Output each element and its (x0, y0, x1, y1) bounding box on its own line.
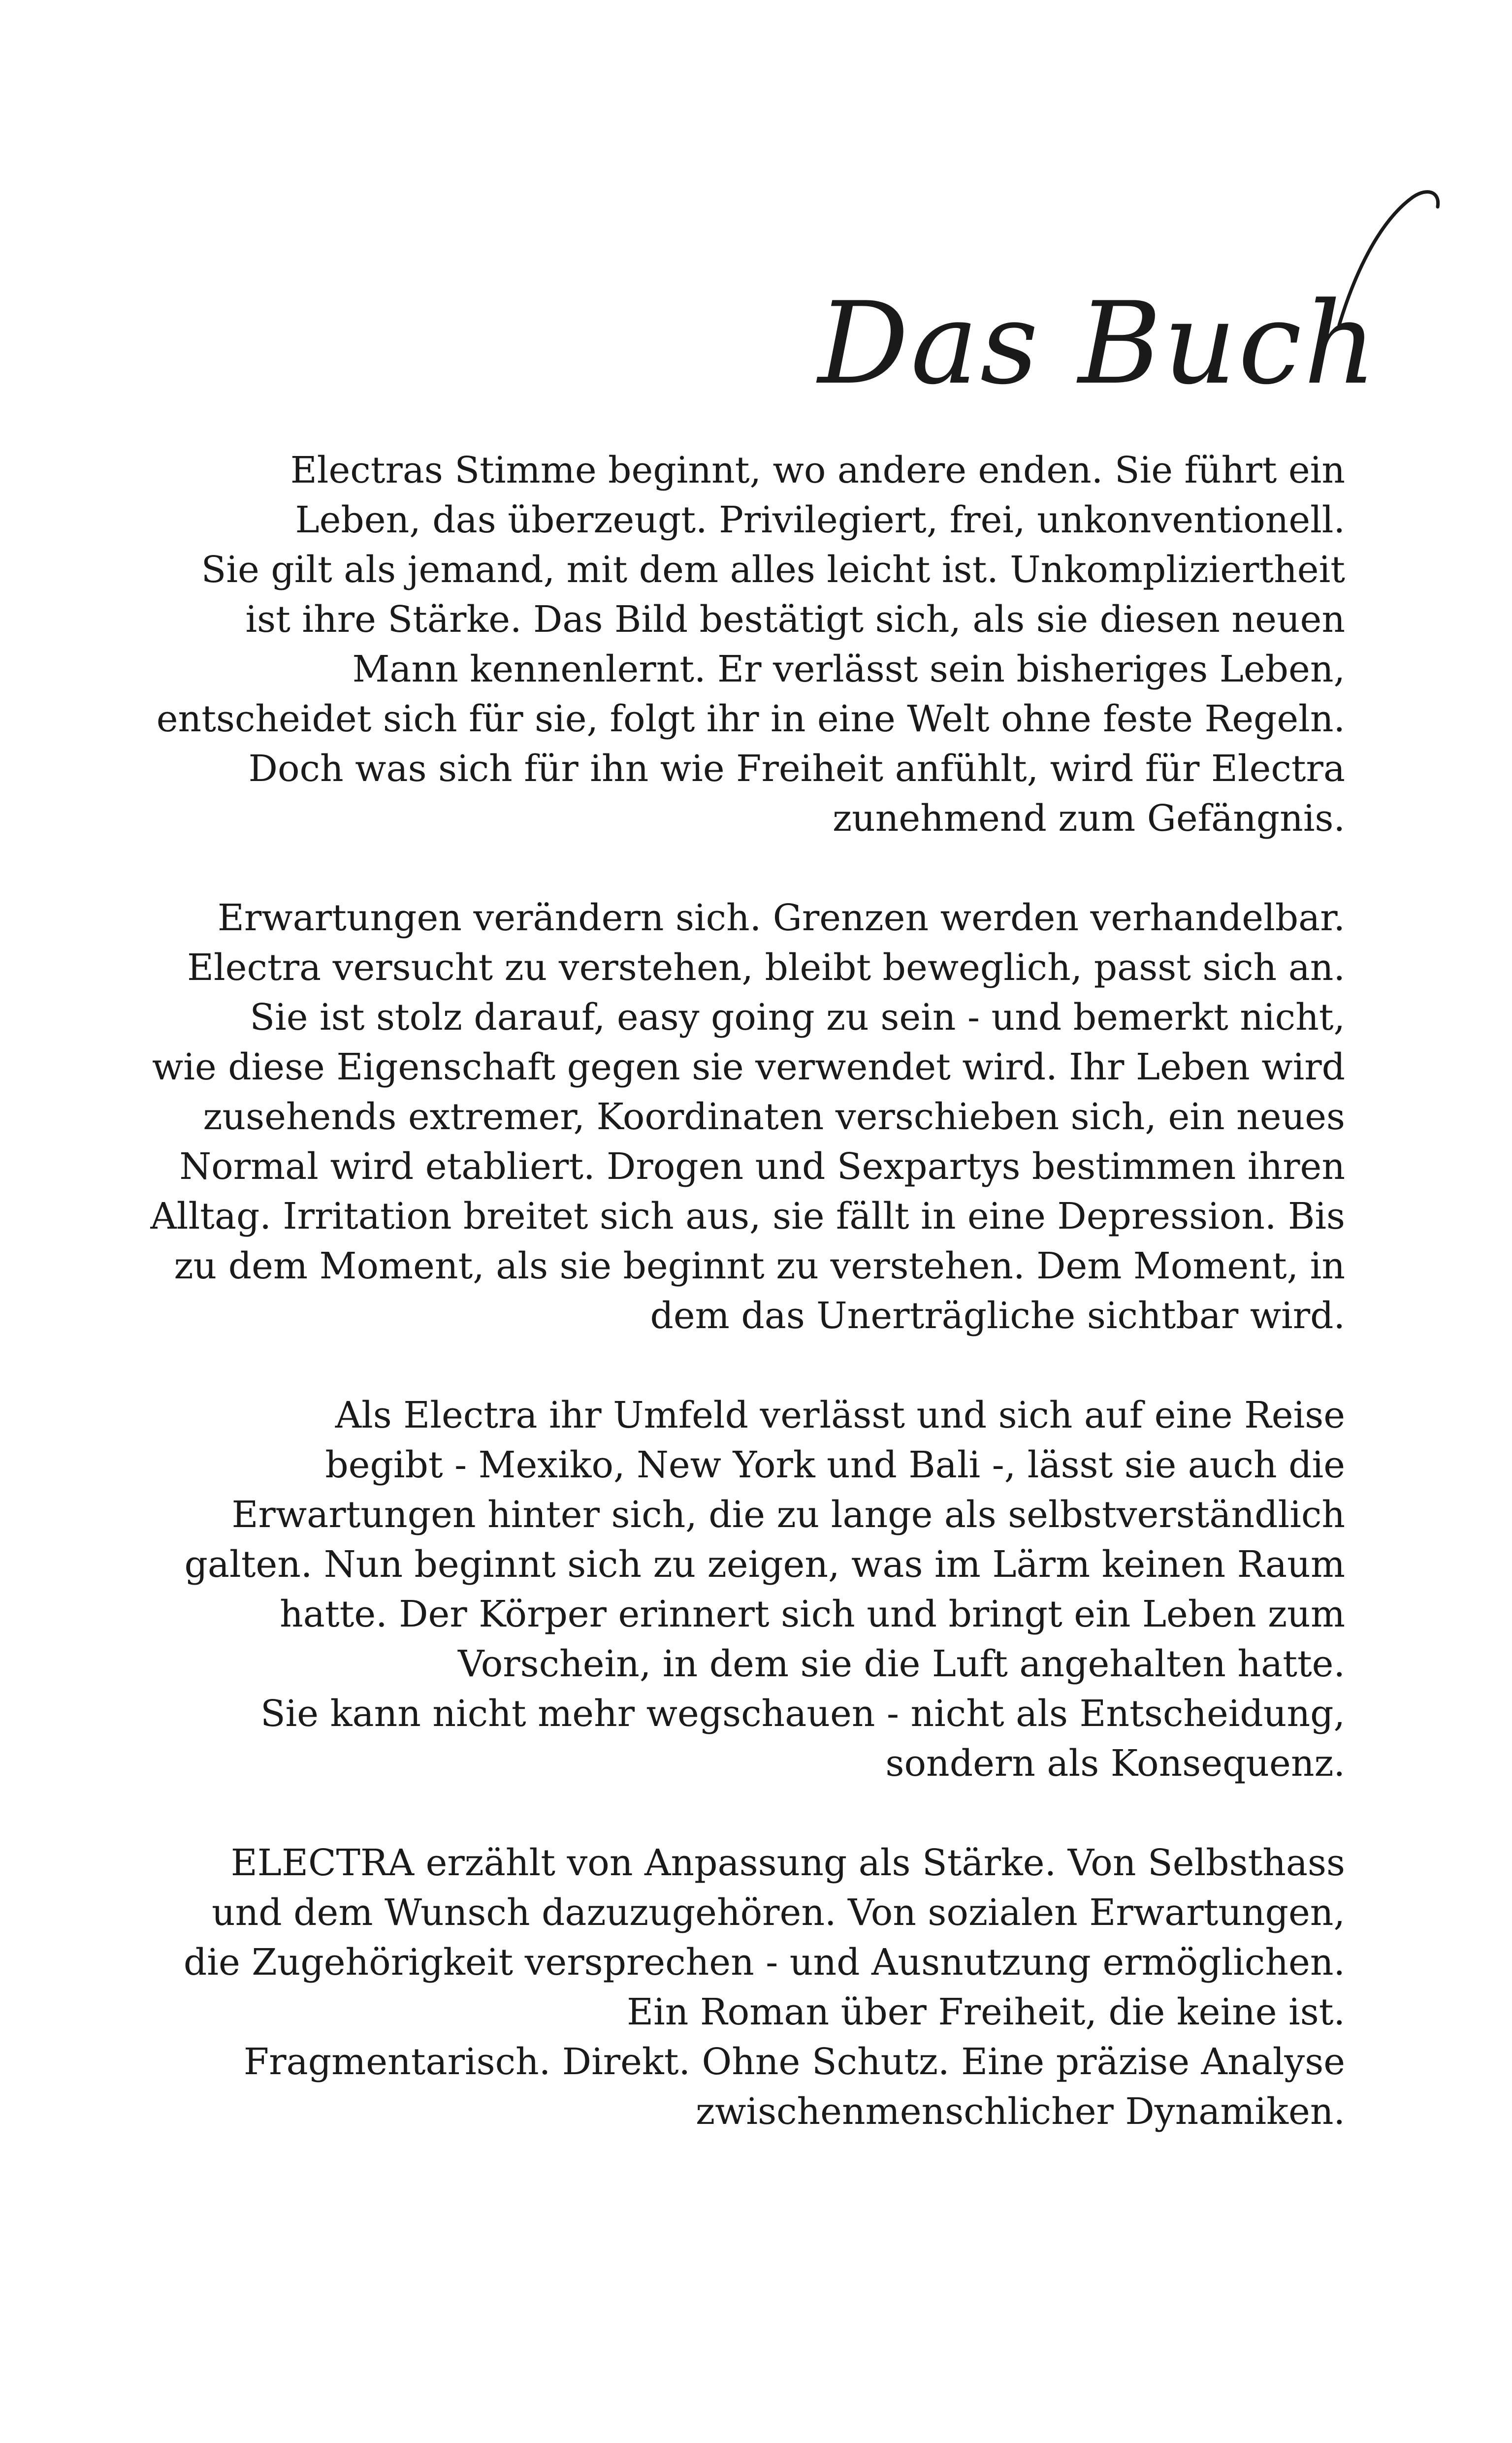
text-line: Fragmentarisch. Direkt. Ohne Schutz. Eine präzise Analyse (243, 2041, 1345, 2083)
paragraph-2 (123, 893, 1345, 1341)
text-line: Sie kann nicht mehr wegschauen - nicht als Entscheidung, (260, 1693, 1345, 1735)
text-line: sondern als Konsequenz. (885, 1742, 1345, 1785)
text-line: zusehends extremer, Koordinaten verschieben sich, ein neues (203, 1096, 1345, 1138)
text-line: Doch was sich für ihn wie Freiheit anfühlt, wird für Electra (248, 748, 1345, 790)
text-line: Ein Roman über Freiheit, die keine ist. (627, 1991, 1345, 2033)
text-line: galten. Nun beginnt sich zu zeigen, was im Lärm keinen Raum (184, 1543, 1345, 1586)
text-line: zu dem Moment, als sie beginnt zu verstehen. Dem Moment, in (174, 1245, 1345, 1287)
paragraph-3 (123, 1391, 1345, 1789)
text-line: begibt - Mexiko, New York und Bali -, lässt sie auch die (325, 1444, 1345, 1486)
text-line: Erwartungen verändern sich. Grenzen werden verhandelbar. (217, 897, 1345, 939)
text-line: dem das Unerträgliche sichtbar wird. (650, 1295, 1345, 1337)
paragraph-4 (123, 1838, 1345, 2137)
text-line: Electras Stimme beginnt, wo andere enden. Sie führt ein (290, 449, 1345, 491)
text-line: Erwartungen hinter sich, die zu lange als selbstverständlich (231, 1494, 1345, 1536)
text-line: die Zugehörigkeit versprechen - und Ausnutzung ermöglichen. (183, 1941, 1345, 1984)
page-title: Das Buch (818, 278, 1379, 410)
text-line: Electra versucht zu verstehen, bleibt beweglich, passt sich an. (187, 946, 1345, 989)
text-line: ELECTRA erzählt von Anpassung als Stärke. Von Selbsthass (230, 1842, 1345, 1884)
text-line: zunehmend zum Gefängnis. (833, 797, 1345, 840)
text-line: Sie gilt als jemand, mit dem alles leicht ist. Unkompliziertheit (201, 549, 1345, 591)
text-line: Sie ist stolz darauf, easy going zu sein - und bemerkt nicht, (250, 996, 1345, 1039)
text-line: Als Electra ihr Umfeld verlässt und sich auf eine Reise (335, 1394, 1345, 1436)
text-line: Alltag. Irritation breitet sich aus, sie fällt in eine Depression. Bis (150, 1195, 1345, 1238)
text-line: hatte. Der Körper erinnert sich und bringt ein Leben zum (280, 1593, 1345, 1635)
text-line: Vorschein, in dem sie die Luft angehalten hatte. (458, 1643, 1345, 1685)
paragraph-1 (123, 446, 1345, 844)
text-line: ist ihre Stärke. Das Bild bestätigt sich, als sie diesen neuen (245, 598, 1345, 641)
text-line: Mann kennenlernt. Er verlässt sein bisheriges Leben, (352, 648, 1345, 690)
text-line: wie diese Eigenschaft gegen sie verwendet wird. Ihr Leben wird (152, 1046, 1345, 1088)
text-line: und dem Wunsch dazuzugehören. Von sozialen Erwartungen, (211, 1891, 1345, 1934)
text-line: Leben, das überzeugt. Privilegiert, frei, unkonventionell. (295, 499, 1345, 541)
book-description (123, 446, 1345, 2137)
text-line: entscheidet sich für sie, folgt ihr in eine Welt ohne feste Regeln. (156, 698, 1345, 740)
text-line: zwischenmenschlicher Dynamiken. (696, 2090, 1345, 2133)
text-line: Normal wird etabliert. Drogen und Sexpartys bestimmen ihren (179, 1145, 1345, 1188)
